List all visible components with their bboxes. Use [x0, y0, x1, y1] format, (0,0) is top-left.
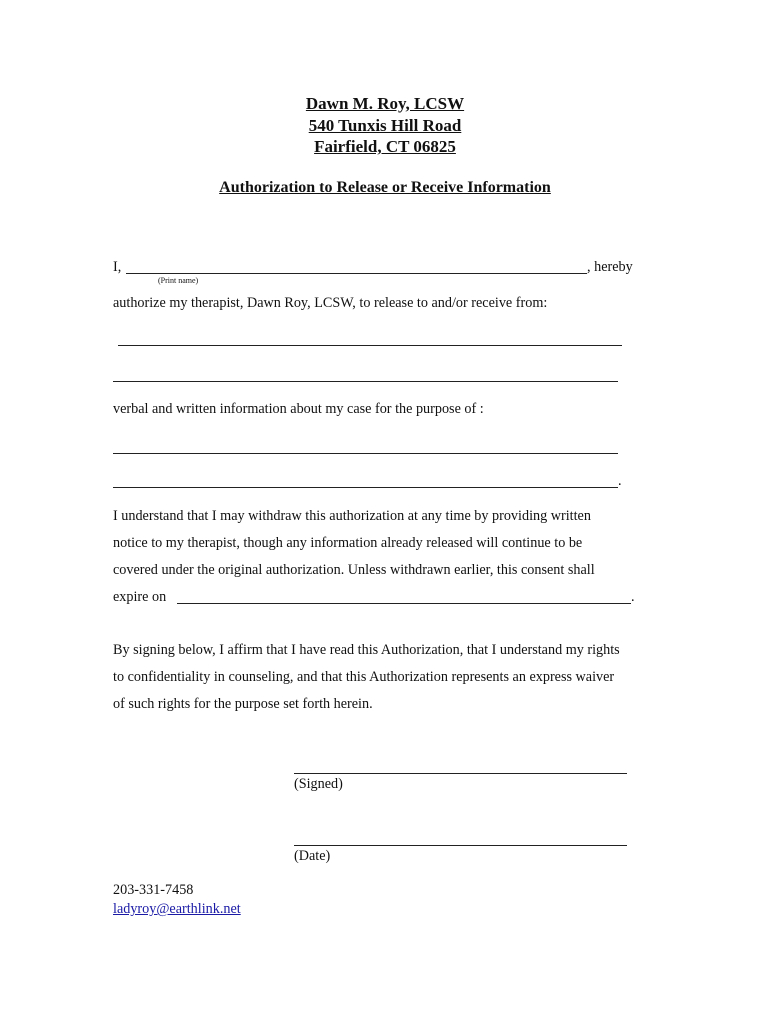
signature-field[interactable] [294, 773, 627, 774]
withdraw-line-2: notice to my therapist, though any information already released will continue to be [113, 535, 583, 551]
purpose-text: verbal and written information about my case for the purpose of : [113, 401, 484, 417]
contact-phone: 203-331-7458 [113, 882, 194, 898]
form-title: Authorization to Release or Receive Information [219, 179, 551, 196]
signed-label: (Signed) [294, 776, 343, 792]
withdraw-line-3: covered under the original authorization. Unless withdrawn earlier, this consent shall [113, 562, 595, 578]
letterhead-street: 540 Tunxis Hill Road [308, 116, 462, 135]
letterhead-name: Dawn M. Roy, LCSW [305, 94, 465, 113]
print-name-caption: (Print name) [158, 276, 199, 285]
date-field[interactable] [294, 845, 627, 846]
affirm-line-3: of such rights for the purpose set forth herein. [113, 696, 373, 712]
date-label: (Date) [294, 848, 331, 864]
recipient-field-2[interactable] [113, 381, 618, 382]
print-name-suffix: , hereby [587, 259, 633, 275]
affirm-line-1: By signing below, I affirm that I have read this Authorization, that I understand my rights [113, 642, 620, 658]
purpose-field-1[interactable] [113, 453, 618, 454]
expire-label: expire on [113, 589, 167, 605]
recipient-field-1[interactable] [118, 345, 622, 346]
expiration-date-field[interactable] [177, 603, 631, 604]
contact-email-link[interactable]: ladyroy@earthlink.net [113, 901, 241, 917]
purpose-field-2[interactable] [113, 487, 618, 488]
purpose-period: . [618, 473, 622, 489]
withdraw-line-1: I understand that I may withdraw this authorization at any time by providing written [113, 508, 591, 524]
print-name-field[interactable] [126, 273, 587, 274]
authorize-text: authorize my therapist, Dawn Roy, LCSW, to release to and/or receive from: [113, 295, 548, 311]
letterhead-city: Fairfield, CT 06825 [314, 137, 456, 156]
affirm-line-2: to confidentiality in counseling, and that this Authorization represents an express waiver [113, 669, 615, 685]
print-name-prefix: I, [113, 259, 122, 275]
expire-period: . [631, 589, 635, 605]
